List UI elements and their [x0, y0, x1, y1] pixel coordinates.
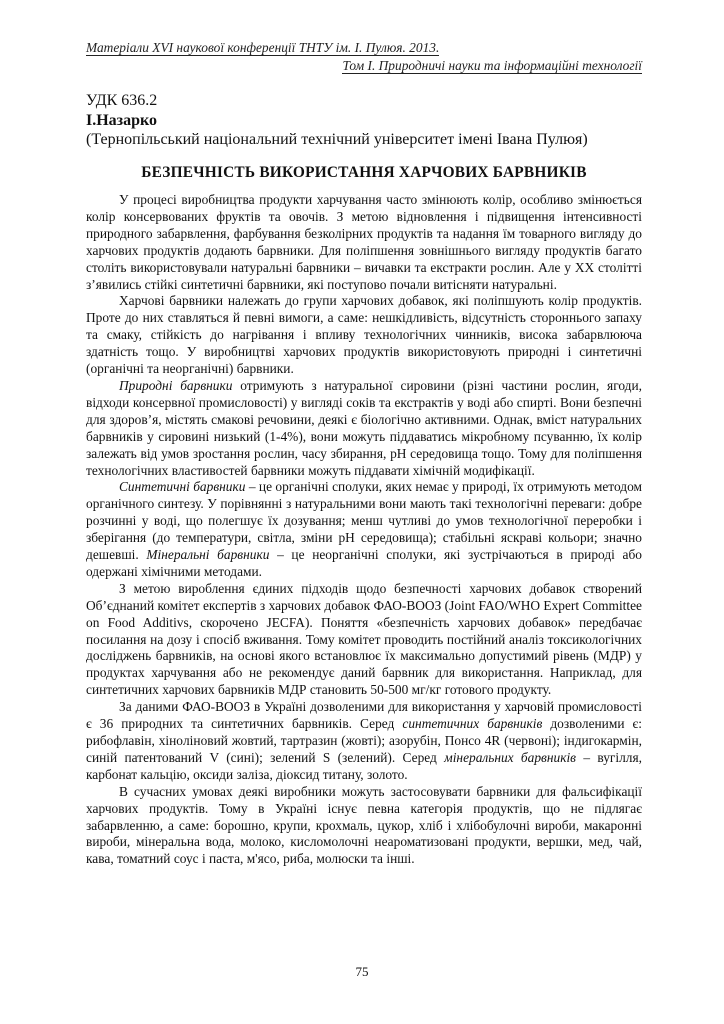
paper-body: [86, 192, 642, 868]
paragraph-3: Природні барвники отримують з натуральної сировини (різні частини рослин, ягоди, відходи консервної промисловості) у вигляді соків та екстрактів у воді або спирті. Вони безпечні для здоров’я, містять смакові речовини, деякі є біологічно активними. Однак, вміст натуральних барвників у сировині низький (1-4%), вони можуть піддаватись мікробному псуванню, їх колір залежать від умов зростання рослин, часу збирання, pH середовища тощо. Тому для поліпшення технологічних властивостей барвники можуть піддавати хімічній модифікації.: [86, 377, 643, 478]
author-affiliation: (Тернопільський національний технічний університет імені Івана Пулюя): [86, 131, 588, 148]
paragraph-2: Харчові барвники належать до групи харчових добавок, які поліпшують колір продуктів. Проте до них ставляться й певні вимоги, а саме: нешкідливість, відсутність стороннього запаху та смаку, стійкість до нагрівання і впливу технологічних чинників, висока забарвлююча здатність тощо. У виробництві харчових продуктів використовують природні і синтетичні (органічні та неорганічні) барвники.: [86, 293, 642, 377]
running-header-volume: Том І. Природничі науки та інформаційні технології: [342, 58, 642, 73]
author-name: І.Назарко: [86, 112, 158, 129]
term-synthetic-dyes-2: синтетичних барвників: [402, 716, 543, 732]
term-mineral-dyes-2: мінеральних барвників: [444, 749, 577, 765]
term-synthetic-dyes: Синтетичні барвники: [119, 479, 246, 495]
paragraph-7: В сучасних умовах деякі виробники можуть застосовувати барвники для фальсифікації харчових продуктів. Тому в Україні існує певна категорія продуктів, що не підлягає забарвленню, а саме: борошно, крупи, крохмаль, цукор, хліб і хлібобулочні вироби, макаронні вироби, мінеральна вода, молоко, кисломолочні неароматизовані продукти, вершки, мед, чай, кава, томатний соус і паста, м'ясо, риба, молюски та інші.: [86, 783, 642, 867]
paper-title: БЕЗПЕЧНІСТЬ ВИКОРИСТАННЯ ХАРЧОВИХ БАРВНИКІВ: [141, 164, 587, 181]
paragraph-4: Синтетичні барвники – це органічні сполуки, яких немає у природі, їх отримують методом органічного синтезу. У порівнянні з натуральними вони мають такі технологічні переваги: добре розчинні у воді, що полегшує їх дозування; менш чутливі до умов технологічної переробки і зберігання (до температури, світла, зміни pH середовища); стабільні яскраві кольори; значно дешевші. Мінеральні барвники – це неорганічні сполуки, які зустрічаються в природі або одержані хімічними методами.: [86, 479, 642, 579]
running-header-conference: Матеріали XVІ наукової конференції ТНТУ ім. І. Пулюя. 2013.: [86, 40, 440, 55]
paragraph-6: За даними ФАО-ВООЗ в Україні дозволеними для використання у харчовій промисловості є 36 природних та синтетичних барвників. Серед синтетичних барвників дозволеними є: рибофлавін, хінoліновий жовтий, тартразин (жовті); азорубін, Понсо 4R (червоні); індигокармін, синій патентований V (сині); зелений S (зелений). Серед мінеральних барвників – вугілля, карбонат кальцію, оксиди заліза, діоксид титану, золото.: [86, 699, 642, 782]
paragraph-5: З метою вироблення єдиних підходів щодо безпечності харчових добавок створений Об’єднаний комітет експертів з харчових добавок ФАО-ВООЗ (Joint FAO/WHO Expert Committee on Food Additivs, скорочено JECFA). Поняття «безпечність харчових добавок» передбачає посилання на дозу і спосіб вживання. Тому комітет проводить постійний аналіз токсикологічних досліджень барвників, на основі якого встановлює їх максимально допустимий рівень (МДР) у продуктах харчування або не рекомендує даний барвник для використання. Наприклад, для синтетичних харчових барвників МДР становить 50-500 мг/кг готового продукту.: [86, 580, 642, 698]
term-natural-dyes: Природні барвники: [119, 377, 233, 393]
page-number: 75: [355, 964, 369, 979]
udk-code: УДК 636.2: [86, 92, 158, 109]
paragraph-1: У процесі виробництва продукти харчування часто змінюють колір, особливо змінюється колір консервованих фруктів та овочів. З метою відновлення і підвищення інтенсивності природного забарвлення, фарбування безколірних продуктів та надання їм товарного вигляду до харчових продуктів додають барвники. Для поліпшення зовнішнього вигляду продуктів багато століть використовували натуральні барвники – вичавки та екстракти рослин. Але у XX столітті з’явились стійкі синтетичні барвники, які поступово почали витісняти натуральні.: [86, 192, 642, 292]
term-mineral-dyes: Мінеральні барвники: [146, 547, 270, 563]
